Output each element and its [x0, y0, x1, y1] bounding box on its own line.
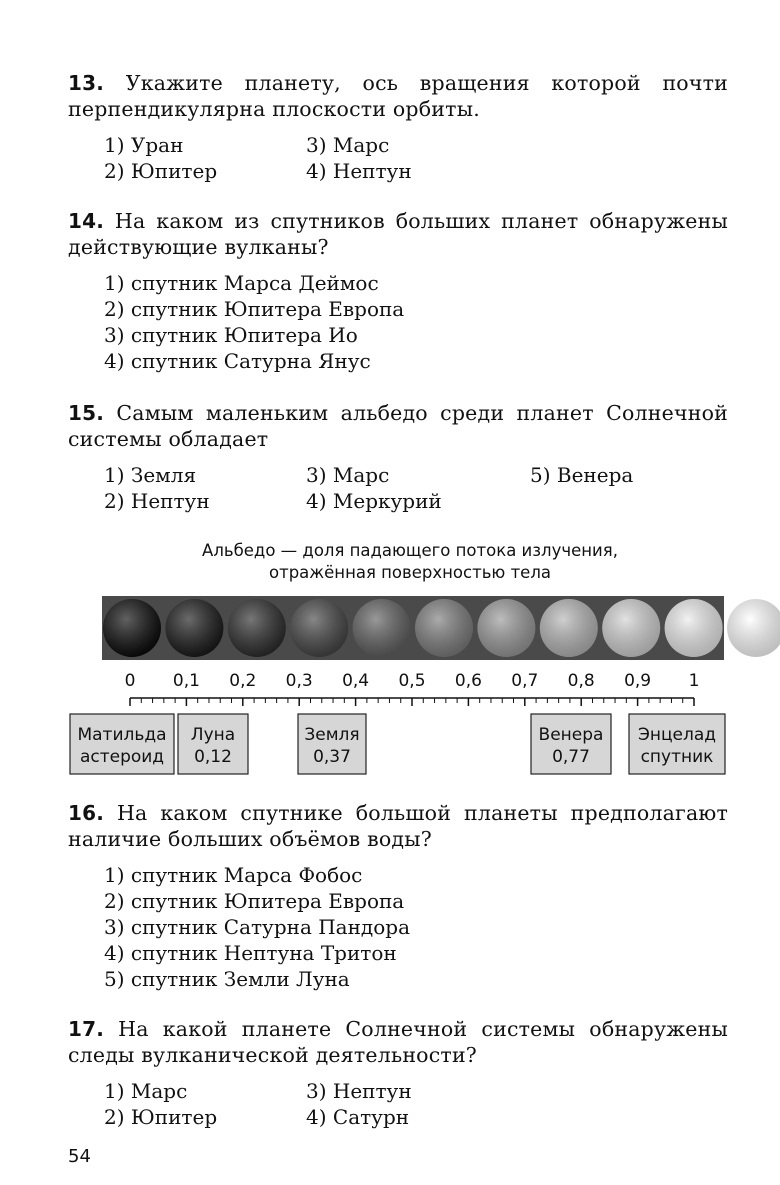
page-number: 54 — [68, 1146, 91, 1167]
object-box-label: Матильда — [77, 725, 167, 745]
answer-options — [68, 1078, 728, 1130]
question-body: На каком спутнике большой планеты предполагают наличие больших объёмов воды? — [68, 801, 728, 851]
answer-option[interactable]: 4) Меркурий — [306, 489, 442, 513]
caption-line: отражённая поверхностью тела — [268, 563, 551, 582]
albedo-sphere-shading — [165, 599, 223, 657]
question-body: На каком из спутников больших планет обнаружены действующие вулканы? — [68, 209, 728, 259]
question-number: 13. — [68, 71, 105, 95]
object-box-label: 0,77 — [552, 747, 590, 767]
answer-option[interactable]: 2) Нептун — [104, 489, 210, 513]
object-box-label: спутник — [640, 747, 714, 767]
answer-option[interactable]: 3) спутник Юпитера Ио — [104, 323, 358, 347]
question-number: 15. — [68, 401, 105, 425]
answer-options — [68, 270, 728, 374]
object-box-label: астероид — [79, 747, 165, 767]
question-number: 17. — [68, 1017, 105, 1041]
object-boxes — [70, 714, 725, 774]
answer-option[interactable]: 4) Нептун — [306, 159, 412, 183]
figure-caption — [100, 540, 720, 584]
answer-option[interactable]: 3) Марс — [306, 463, 390, 487]
answer-option[interactable]: 1) Марс — [104, 1079, 188, 1103]
scale-label: 0,9 — [624, 671, 652, 691]
albedo-sphere-shading — [540, 599, 598, 657]
albedo-sphere-shading — [228, 599, 286, 657]
scale-label: 0,5 — [398, 671, 426, 691]
albedo-scale-figure — [0, 590, 780, 790]
question-16-text — [68, 800, 728, 852]
albedo-sphere-shading — [665, 599, 723, 657]
answer-option[interactable]: 1) спутник Марса Фобос — [104, 863, 363, 887]
answer-option[interactable]: 3) Нептун — [306, 1079, 412, 1103]
question-body: Самым маленьким альбедо среди планет Солнечной системы обладает — [68, 401, 728, 451]
answer-option[interactable]: 5) Венера — [530, 463, 634, 487]
question-14 — [68, 208, 728, 374]
question-17 — [68, 1016, 728, 1130]
scale-label: 0,3 — [285, 671, 313, 691]
answer-options — [68, 132, 728, 184]
question-17-text — [68, 1016, 728, 1068]
answer-option[interactable]: 4) спутник Нептуна Тритон — [104, 941, 397, 965]
object-box-label: 0,37 — [313, 747, 351, 767]
answer-option[interactable]: 3) Марс — [306, 133, 390, 157]
answer-option[interactable]: 5) спутник Земли Луна — [104, 967, 350, 991]
answer-option[interactable]: 4) спутник Сатурна Янус — [104, 349, 371, 373]
object-box-label: Луна — [190, 725, 236, 745]
answer-options — [68, 862, 728, 992]
question-15 — [68, 400, 728, 514]
scale-ticks — [130, 698, 694, 706]
answer-option[interactable]: 4) Сатурн — [306, 1105, 410, 1129]
scale-label: 0,7 — [511, 671, 539, 691]
scale-label: 0,6 — [454, 671, 482, 691]
question-number: 16. — [68, 801, 105, 825]
answer-option[interactable]: 2) Юпитер — [104, 159, 218, 183]
caption-line: Альбедо — доля падающего потока излучения, — [202, 541, 618, 560]
answer-option[interactable]: 3) спутник Сатурна Пандора — [104, 915, 411, 939]
scale-label: 0,2 — [229, 671, 257, 691]
scale-label: 0,4 — [342, 671, 370, 691]
answer-option[interactable]: 2) спутник Юпитера Европа — [104, 889, 405, 913]
albedo-sphere-shading — [415, 599, 473, 657]
scale-label: 0,1 — [172, 671, 200, 691]
scale-label: 0,8 — [567, 671, 595, 691]
scale-label: 1 — [688, 671, 700, 691]
albedo-sphere-shading — [290, 599, 348, 657]
question-14-text — [68, 208, 728, 260]
albedo-sphere-shading — [353, 599, 411, 657]
object-box-label: Земля — [304, 725, 360, 745]
object-box-label: Венера — [538, 725, 604, 745]
albedo-spheres — [103, 599, 780, 657]
albedo-sphere-shading — [602, 599, 660, 657]
question-body: На какой планете Солнечной системы обнаружены следы вулканической деятельности? — [68, 1017, 728, 1067]
question-body: Укажите планету, ось вращения которой почти перпендикулярна плоскости орбиты. — [68, 71, 729, 121]
question-16 — [68, 800, 728, 992]
answer-option[interactable]: 2) Юпитер — [104, 1105, 218, 1129]
albedo-sphere-shading — [727, 599, 780, 657]
scale-labels — [125, 671, 700, 691]
question-number: 14. — [68, 209, 105, 233]
albedo-sphere-shading — [103, 599, 161, 657]
object-box-label: 0,12 — [194, 747, 232, 767]
answer-options — [68, 462, 728, 514]
answer-option[interactable]: 1) Уран — [104, 133, 184, 157]
question-13 — [68, 70, 728, 184]
scale-label: 0 — [124, 671, 136, 691]
albedo-sphere-shading — [477, 599, 535, 657]
question-13-text — [68, 70, 728, 122]
object-box-label: Энцелад — [637, 725, 717, 745]
answer-option[interactable]: 1) Земля — [104, 463, 197, 487]
question-15-text — [68, 400, 728, 452]
answer-option[interactable]: 2) спутник Юпитера Европа — [104, 297, 405, 321]
answer-option[interactable]: 1) спутник Марса Деймос — [104, 271, 379, 295]
